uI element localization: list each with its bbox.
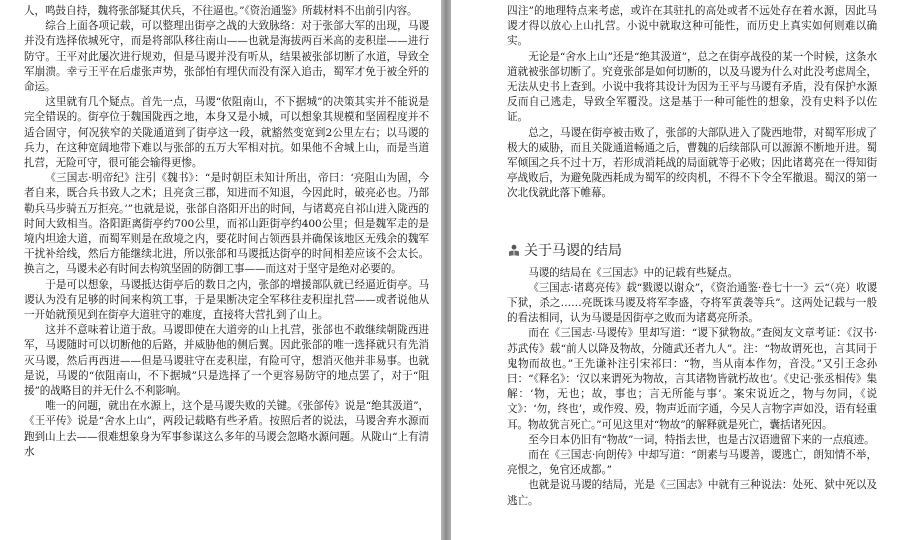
paragraph: 而在《三国志·马谡传》里却写道：“谡下狱物故。”查阅友文章考证：《汉书·苏武传》载“前人以降及物故，分随武还者九人”。注：“物故谓死也，言其同于鬼物而故也。”王先谦补注引宋祁曰：“物，当从南本作勿，音没。”又引王念孙曰：“《释名》：‘汉以来谓死为物故，言其诸物皆就朽故也’。《史记·张丞相传》集解：‘物，无也；故，事也；言无所能与事’。案宋说近之，物与勿同，《说文》：‘勿，终也’，或作歿、殁，物声近而字通，今吴人言物字声如没，语有轻重耳。物故犹言死亡。”可见这里对“物故”的解释就是死亡，囊括诸死因。 — [507, 327, 877, 431]
paragraph: 这里就有几个疑点。首先一点，马谡“依阻南山，不下据城”的决策其实并不能说是完全错误的。街亭位于魏国陇西之地，本身又是小城，可以想象其规模和坚固程度并不适合固守，何况狭窄的关陇通道到了街亭这一段，就豁然变宽到2公里左右；以马谡的兵力，在这种宽阔地带下难以与张郃的五万大军相对抗。如果他不舍城上山，而是当道扎营，无险可守，很可能会输得更惨。 — [24, 96, 429, 170]
paragraph: 人，鸣鼓自持，魏将张郃疑其伏兵，不往逼也。”《资治通鉴》所载材料不出前引内容。 — [24, 5, 418, 17]
paragraph: 而在《三国志·向朗传》中却写道：“朗素与马谡善，谡逃亡，朗知情不举，亮恨之，免官还成都。” — [507, 449, 877, 477]
paragraph: 唯一的问题，就出在水源上，这个是马谡失败的关键。《张郃传》说是“绝其汲道”，《王平传》说是“舍水上山”，两段记载略有些矛盾。按照后者的说法，马谡舍弃水源而跑到山上去——很难想象身为军事参谋这么多年的马谡会忽略水源问题。从陇山“上有清水 — [24, 400, 429, 458]
section-heading-text: 关于马谡的结局 — [524, 242, 622, 259]
paragraph: 《三国志·诸葛亮传》载“戮谡以谢众”，《资治通鉴·卷七十一》云“（亮）收谡下狱，杀之……亮既诛马谡及将军李盛，夺将军黄袭等兵”。这两处记载与一般的看法相同，认为马谡是因街亭之败而为诸葛亮所杀。 — [507, 281, 877, 325]
paragraph: 这并不意味着让道于敌。马谡即使在大道旁的山上扎营，张郃也不敢继续朝陇西进军，马谡随时可以切断他的后路，并威胁他的侧后翼。因此张郃的唯一选择就只有先消灭马谡，然后再西进——但是马谡驻守在麦积崖，有险可守，想消灭他并非易事。也就是说，马谡的“依阻南山，不下据城”只是选择了一个更容易防守的地点罢了，对于“阻援”的战略目的并无什么不利影响。 — [24, 324, 429, 398]
book-gutter — [441, 0, 451, 540]
paragraph: 无论是“舍水上山”还是“绝其汲道”，总之在街亭战役的某一个时候，这条水道就被张郃切断了。究竟张郃是如何切断的，以及马谡为什么对此没考虑周全，无法从史书上查到。小说中我将其设计为因为王平与马谡有矛盾，没有保护水源反而自己逃走，导致全军覆没。这是基于一种可能性的想象，没有史料予以佐证。 — [507, 50, 877, 124]
section-heading — [507, 242, 877, 260]
book-person-icon — [507, 244, 521, 258]
paragraph: 也就是说马谡的结局，光是《三国志》中就有三种说法：处死、狱中死以及逃亡。 — [507, 479, 877, 507]
paragraph: 至今日本仍旧有“物故”一词，特指去世，也是古汉语遗留下来的一点痕迹。 — [528, 433, 875, 446]
paragraph: 总之，马谡在街亭被击败了，张郃的大部队进入了陇西地带，对蜀军形成了极大的威胁，而且关陇通道畅通之后，曹魏的后续部队可以源源不断地开进。蜀军倾国之兵不过十万，若形成消耗战的局面就等于必败；因此诸葛亮在一得知街亭战败后，为避免陇西耗成为蜀军的绞肉机，不得不下令全军撤退。蜀汉的第一次北伐就此落下帷幕。 — [507, 126, 877, 200]
paragraph: 马谡的结局在《三国志》中的记载有些疑点。 — [528, 266, 739, 279]
right-page — [451, 0, 899, 540]
section-spacer — [507, 202, 877, 238]
paragraph: 综合上面各项记载，可以整理出街亭之战的大致脉络：对于张郃大军的出现，马谡并没有选择依城死守，而是将部队移往南山——也就是海拔两百米高的麦积崖——进行防守。王平对此屡次进行规劝，但是马谡并没有听从，结果被张郃切断了水道，导致全军崩溃。幸亏王平在后虚张声势，张郃怕有埋伏而没有深入追击，蜀军才免于被全歼的命运。 — [24, 20, 429, 94]
paragraph: 于是可以想象，马谡抵达街亭后的数日之内，张郃的增援部队就已经逼近街亭。马谡认为没有足够的时间来构筑工事，于是果断决定全军移往麦积崖扎营——或者说他从一开始就预见到在街亭大道驻守的难度，直接将大营扎到了山上。 — [24, 278, 429, 322]
paragraph: 四注”的地理特点来考虑，或许在其驻扎的高处或者不远处存在着水源，因此马谡才得以放心上山扎营。小说中就取这种可能性，而历史上真实如何则难以确实。 — [507, 5, 877, 48]
paragraph: 《三国志·明帝纪》注引《魏书》：“是时朝臣未知计所出，帝曰：‘亮阻山为固，今者自来，既合兵书致人之术；且亮贪三郡，知进而不知退，今因此时，破亮必也。乃部勒兵马步骑五万拒亮。’”也就是说，张郃自洛阳开出的时间，与诸葛亮自祁山进入陇西的时间大致相当。洛阳距离街亭约700公里，而祁山距街亭约400公里；但是魏军走的是境内坦途大道，而蜀军则是在敌境之内，要花时间占领西县并确保该地区无残余的魏军干扰补给线，然后方能继续北进，所以张郃和马谡抵达街亭的时间相差应该不会太长。换言之，马谡未必有时间去构筑坚固的防御工事——而这对于坚守是绝对必要的。 — [24, 172, 429, 276]
left-page — [0, 0, 441, 540]
